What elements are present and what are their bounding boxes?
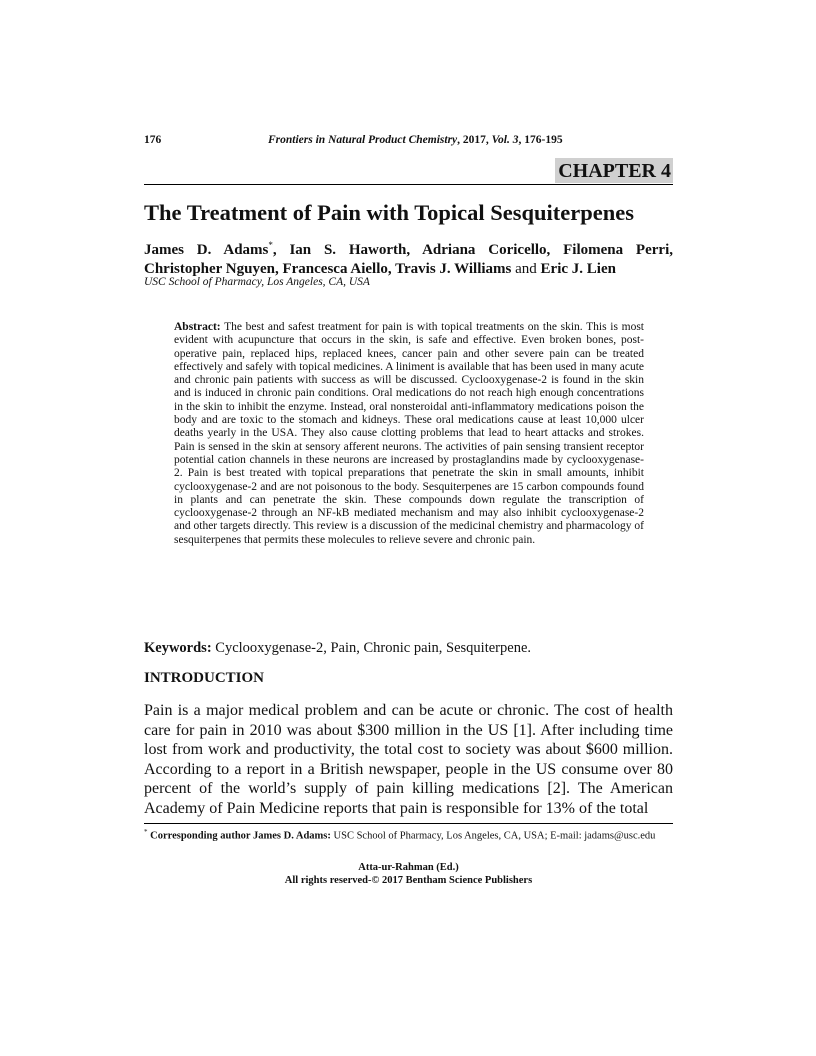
footnote-mark: * bbox=[144, 828, 148, 836]
publisher-info bbox=[144, 862, 673, 887]
editor-line: Atta-ur-Rahman (Ed.) bbox=[358, 862, 459, 873]
abstract-label: Abstract: bbox=[174, 321, 221, 333]
journal-citation bbox=[268, 134, 563, 146]
article-title: The Treatment of Pain with Topical Sesquiterpenes bbox=[144, 200, 635, 225]
journal-name: Frontiers in Natural Product Chemistry bbox=[268, 134, 458, 146]
rights-line: All rights reserved-© 2017 Bentham Science Publishers bbox=[284, 874, 533, 886]
author-conjunction: and bbox=[511, 261, 541, 277]
keywords-text: Cyclooxygenase-2, Pain, Chronic pain, Sesquiterpene. bbox=[211, 640, 532, 656]
corresponding-mark: * bbox=[268, 240, 273, 250]
footnote-divider bbox=[144, 823, 673, 824]
section-heading-introduction: INTRODUCTION bbox=[144, 670, 265, 686]
author-list bbox=[144, 236, 673, 279]
journal-volume: Vol. 3 bbox=[491, 134, 519, 146]
keywords-label: Keywords: bbox=[144, 640, 212, 656]
footnote bbox=[144, 826, 673, 843]
chapter-label: CHAPTER 4 bbox=[555, 158, 673, 183]
footnote-text: USC School of Pharmacy, Los Angeles, CA, USA; E-mail: jadams@usc.edu bbox=[330, 830, 656, 842]
author-others: , Ian S. Haworth, Adriana Coricello, Filomena Perri, Christopher Nguyen, Francesca Aiello, Travis J. Williams bbox=[144, 242, 673, 277]
page-number: 176 bbox=[144, 134, 162, 146]
abstract bbox=[174, 321, 644, 547]
journal-pages: , 176-195 bbox=[518, 134, 563, 146]
keywords bbox=[144, 640, 673, 657]
chapter-header bbox=[144, 158, 673, 185]
author-last: Eric J. Lien bbox=[540, 261, 616, 277]
footnote-label: Corresponding author James D. Adams: bbox=[147, 830, 331, 842]
affiliation: USC School of Pharmacy, Los Angeles, CA, USA bbox=[144, 276, 370, 288]
abstract-text: The best and safest treatment for pain is with topical treatments on the skin. This is most evident with acupuncture that occurs in the skin, is safe and effective. Even broken bones, post-operative pain, replaced hips, replaced knees, cancer pain and other severe pain can be treated effectively and safely with topical medicines. A liniment is available that has been used in many acute and chronic pain patients with success as will be discussed. Cyclooxygenase-2 is found in the skin and is induced in chronic pain conditions. Oral medications do not reach high enough concentrations in the skin to inhibit the enzyme. Instead, oral nonsteroidal anti-inflammatory medications poison the body and are toxic to the stomach and kidneys. These oral medications cause at least 10,000 ulcer deaths yearly in the USA. They also cause clotting problems that lead to heart attacks and strokes. Pain is sensed in the skin at sensory afferent neurons. The activities of pain sensing transient receptor potential cation channels in these neurons are increased by prostaglandins made by cyclooxygenase-2. Pain is best treated with topical preparations that penetrate the skin in small amounts, inhibit cyclooxygenase-2 and are not poisonous to the body. Sesquiterpenes are 15 carbon compounds found in plants and can penetrate the skin. These compounds down regulate the transcription of cyclooxygenase-2 through an NF-kB mediated mechanism and may also inhibit cyclooxygenase-2 and other targets directly. This review is a discussion of the medicinal chemistry and pharmacology of sesquiterpenes that permits these molecules to relieve severe and chronic pain. bbox=[174, 321, 644, 546]
introduction-paragraph: Pain is a major medical problem and can be acute or chronic. The cost of health care for pain in 2010 was about $300 million in the US [1]. After including time lost from work and productivity, the total cost to society was about $600 million. According to a report in a British newspaper, people in the US consume over 80 percent of the world’s supply of pain killing medications [2]. The American Academy of Pain Medicine reports that pain is responsible for 13% of the total bbox=[144, 702, 673, 817]
author-first: James D. Adams bbox=[144, 242, 269, 258]
journal-year: , 2017, bbox=[457, 134, 492, 146]
